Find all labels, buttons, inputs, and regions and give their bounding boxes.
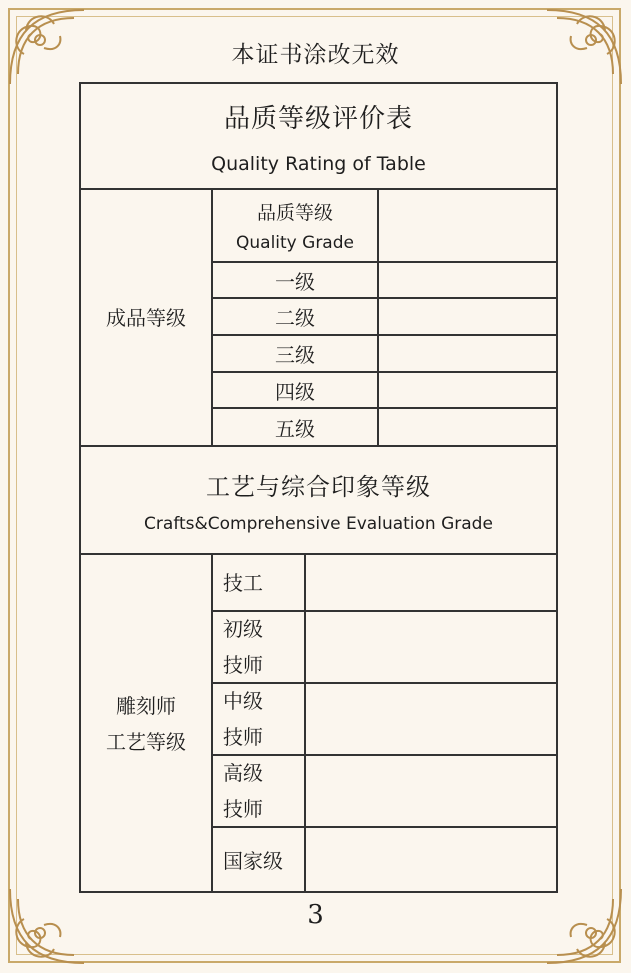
quality-grade-value-cell — [379, 190, 556, 261]
product-grade-label: 成品等级 — [106, 305, 186, 330]
product-grade-label-cell — [81, 190, 211, 445]
quality-grade-header-cn: 品质等级 — [256, 202, 333, 224]
quality-level-row: 一级 — [275, 269, 315, 294]
page-number: 3 — [307, 900, 324, 930]
quality-level-row: 五级 — [275, 416, 315, 441]
carver-label-line1: 雕刻师 — [116, 694, 176, 718]
carver-level-row — [213, 555, 304, 610]
carver-level-row — [213, 612, 304, 682]
carver-level-line2: 技师 — [223, 797, 263, 821]
quality-grade-header-en: Quality Grade — [236, 233, 354, 253]
carver-level-line2: 技师 — [223, 653, 263, 677]
carver-level-row — [213, 828, 304, 893]
crafts-title-cn: 工艺与综合印象等级 — [206, 472, 431, 501]
table-title-cn: 品质等级评价表 — [223, 103, 413, 134]
carver-level-line1: 技工 — [223, 570, 263, 595]
quality-level-row: 三级 — [275, 343, 315, 367]
invalid-if-altered-notice: 本证书涂改无效 — [231, 42, 400, 68]
quality-level-row: 四级 — [275, 379, 315, 404]
quality-level-row: 二级 — [275, 306, 315, 330]
carver-level-line1: 中级 — [223, 689, 263, 713]
carver-level-line1: 高级 — [223, 761, 263, 785]
carver-level-line2: 技师 — [223, 725, 263, 749]
table-title-block — [81, 84, 556, 188]
carver-level-row — [213, 684, 304, 754]
quality-grade-header — [213, 190, 377, 261]
carver-level-line1: 国家级 — [223, 848, 283, 873]
carver-level-line1: 初级 — [223, 617, 263, 641]
table-title-en: Quality Rating of Table — [211, 152, 426, 175]
quality-rating-table — [79, 82, 558, 893]
crafts-title-block — [81, 447, 556, 553]
carver-grade-label-cell — [81, 555, 211, 893]
carver-level-row — [213, 756, 304, 826]
carver-label-line2: 工艺等级 — [106, 730, 186, 754]
crafts-title-en: Crafts&Comprehensive Evaluation Grade — [144, 513, 493, 534]
